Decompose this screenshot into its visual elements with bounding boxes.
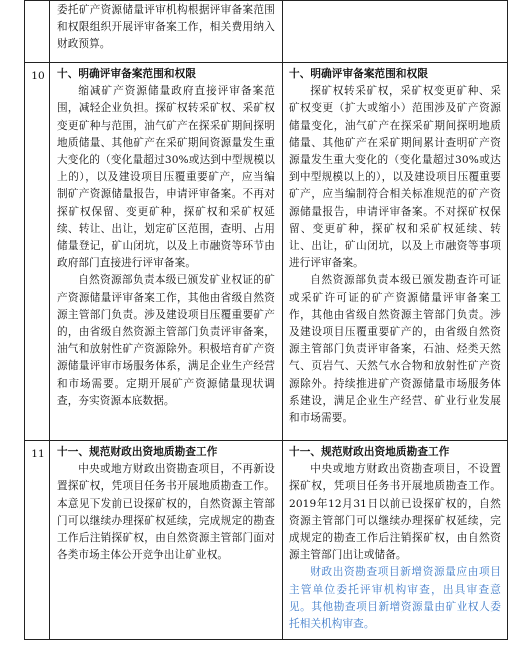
paragraph: 中央或地方财政出资勘查项目，不设置探矿权，凭项目任务书开展地质勘查工作。2019年12月31日以前已设探矿权的，自然资源主管部门可以继续办理探矿权延续，完成规定的勘查工作后注销探矿权，由自然资源主管部门出让或储备。 <box>289 463 501 562</box>
row10-revised-cell <box>289 66 501 438</box>
section-heading: 十、明确评审备案范围和权限 <box>57 68 197 80</box>
paragraph: 自然资源部负责本级已颁发勘查许可证或采矿许可证的矿产资源储量评审备案工作，其他由省级自然资源主管部门负责。涉及建设项目压覆重要矿产的，由省级自然资源主管部门负责评审备案，石油、烃类天然气、页岩气、天然气水合物和放射性矿产资源除外。持续推进矿产资源储量市场服务体系建设，满足企业生产经营、矿业行业发展和市场需要。 <box>289 274 501 425</box>
row11-revised-cell <box>289 444 501 636</box>
section-heading: 十一、规范财政出资地质勘查工作 <box>57 446 218 458</box>
paragraph: 缩减矿产资源储量政府直接评审备案范围，减轻企业负担。探矿权转采矿权、采矿权变更矿种与范围，油气矿产在探采矿期间探明地质储量、其他矿产在采矿期间资源量发生重大变化的（变化量超过30%或达到中型规模以上的），以及建设项目压覆重要矿产，应当编制矿产资源储量报告，申请评审备案。不再对探矿权保留、变更矿种，探矿权和采矿权延续、转让、出让，划定矿区范围，查明、占用储量登记，矿山闭坑，以及上市融资等环节由政府部门直接进行评审备案。 <box>57 85 275 270</box>
row-divider <box>25 62 507 63</box>
paragraph: 中央或地方财政出资勘查项目，不再新设置探矿权，凭项目任务书开展地质勘查工作。本意见下发前已设探矿权的，自然资源主管部门可以继续办理探矿权延续，完成规定的勘查工作后注销探矿权，由自然资源主管部门面对各类市场主体公开竞争出让矿业权。 <box>57 463 275 562</box>
section-heading: 十、明确评审备案范围和权限 <box>289 68 429 80</box>
table-row <box>57 2 275 62</box>
column-divider <box>49 0 50 640</box>
highlighted-paragraph: 财政出资勘查项目新增资源量应由项目主管单位委托评审机构审查，出具审查意见。其他勘查项目新增资源量由矿业权人委托相关机构审查。 <box>289 566 501 631</box>
column-divider <box>282 0 283 640</box>
row-number: 11 <box>31 448 45 460</box>
row11-original-cell <box>57 444 275 636</box>
row10-original-cell <box>57 66 275 438</box>
paragraph: 探矿权转采矿权，采矿权变更矿种、采矿权变更（扩大或缩小）范围涉及矿产资源储量变化，油气矿产在探采矿期间探明地质储量、其他矿产在采矿期间累计查明矿产资源量发生重大变化的（变化量超过30%或达到中型规模以上的），以及建设项目压覆重要矿产，应当编制符合相关标准规范的矿产资源储量报告，申请评审备案。不对探矿权保留、变更矿种，探矿权和采矿权延续、转让、出让，矿山闭坑，以及上市融资等事项进行评审备案。 <box>289 85 501 270</box>
row-number: 10 <box>31 70 45 82</box>
cell-text: 委托矿产资源储量评审机构根据评审备案范围和权限组织开展评审备案工作，相关费用纳入财政预算。 <box>57 4 275 51</box>
paragraph: 自然资源部负责本级已颁发矿业权证的矿产资源储量评审备案工作，其他由省级自然资源主管部门负责。涉及建设项目压覆重要矿产的，由省级自然资源主管部门负责评审备案，油气和放射性矿产资源除外。积极培育矿产资源储量评审市场服务体系，满足企业生产经营和市场需要。定期开展矿产资源储量现状调查，夯实资源本底数据。 <box>57 274 275 407</box>
comparison-table <box>24 0 508 640</box>
row-divider <box>25 440 507 441</box>
table-top-border <box>25 0 507 1</box>
table-bottom-border <box>25 639 507 640</box>
section-heading: 十一、规范财政出资地质勘查工作 <box>289 446 450 458</box>
